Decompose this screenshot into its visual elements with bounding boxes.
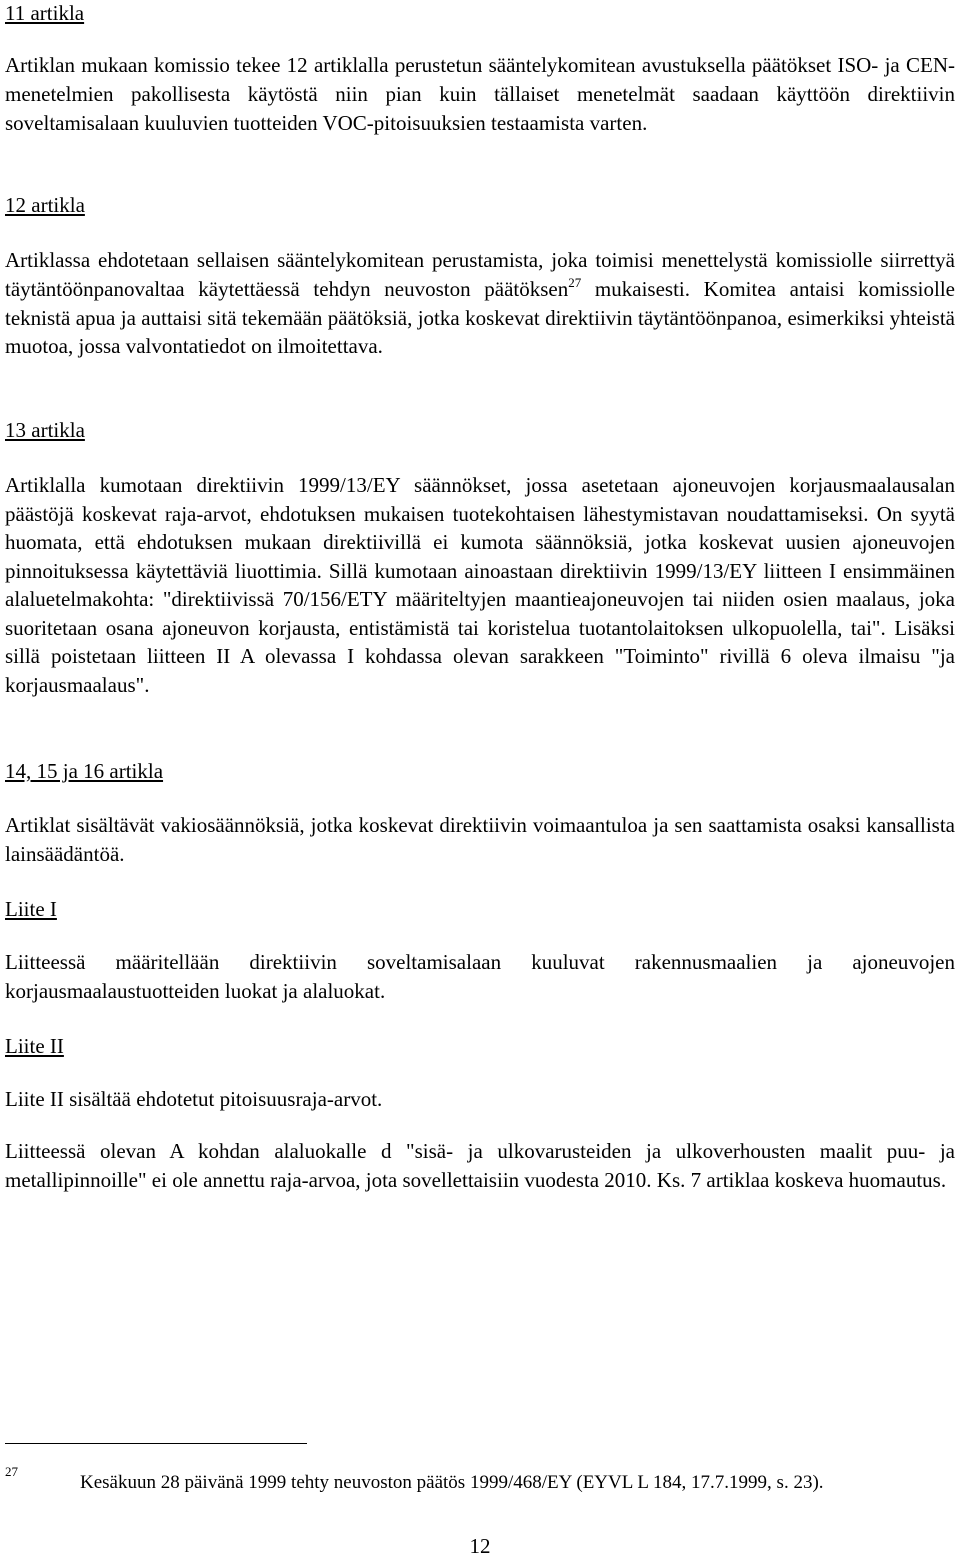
footnote-text: Kesäkuun 28 päivänä 1999 tehty neuvoston päätös 1999/468/EY (EYVL L 184, 17.7.1999, s. 23). — [80, 1472, 824, 1493]
footnote-reference: 27 — [568, 274, 582, 290]
paragraph-article-13: Artiklalla kumotaan direktiivin 1999/13/EY säännökset, jossa asetetaan ajoneuvojen korjausmaalausalan päästöjä koskevat raja-arvot, ehdotuksen mukaisen tuotekohtaisen lähestymistavan noudattamiseksi. On syytä huomata, että ehdotuksen mukaan direktiivillä ei kumota säännöksiä, jotka koskevat uusien ajoneuvojen pinnoituksessa käytettäviä liuottimia. Sillä kumotaan ainoastaan direktiivin 1999/13/EY liitteen I ensimmäinen alaluetelmakohta: "direktiivissä 70/156/ETY määriteltyjen maantieajoneuvojen tai niiden osien maalaus, joka suoritetaan osana ajoneuvon korjausta, entistämistä tai koristelua tuotantolaitoksen ulkopuolella, tai". Lisäksi sillä poistetaan liitteen II A olevassa I kohdassa olevan sarakkeen "Toiminto" rivillä 6 oleva ilmaisu "ja korjausmaalaus". — [5, 473, 955, 697]
heading-article-11: 11 artikla — [5, 1, 85, 25]
paragraph-articles-14-16: Artiklat sisältävät vakiosäännöksiä, jotka koskevat direktiivin voimaantuloa ja sen saattamista osaksi kansallista lainsäädäntöä. — [5, 813, 955, 866]
paragraph-annex-2-note: Liitteessä olevan A kohdan alaluokalle d "sisä- ja ulkovarusteiden ja ulkoverhousten maalit puu- ja metallipinnoille" ei ole annettu raja-arvoa, jota sovellettaisiin vuodesta 2010. Ks. 7 artiklaa koskeva huomautus. — [5, 1139, 955, 1192]
paragraph-article-12-start: Artiklassa ehdotetaan sellaisen sääntelykomitean perustamista, joka toimisi menettelystä komissiolle siirrettyä täytäntöönpanovaltaa käytettäessä tehdyn neuvoston päätöksen — [5, 248, 955, 301]
paragraph-article-12-end: mukaisesti. Komitea antaisi komissiolle teknistä apua ja auttaisi sitä tekemään päätöksiä, jotka koskevat direktiivin täytäntöönpanoa, esimerkiksi yhteistä muotoa, jossa valvontatiedot on ilmoitettava. — [5, 276, 955, 359]
paragraph-article-11: Artiklan mukaan komissio tekee 12 artiklalla perustetun sääntelykomitean avustuksella päätökset ISO- ja CEN-menetelmien pakollisesta käytöstä niin pian kuin tällaiset menetelmät saadaan käyttöön direktiivin soveltamisalaan kuuluvien tuotteiden VOC-pitoisuuksien testaamista varten. — [5, 53, 955, 135]
heading-annex-2: Liite II — [5, 1034, 64, 1058]
heading-annex-1: Liite I — [5, 897, 57, 921]
heading-article-12: 12 artikla — [5, 193, 85, 217]
paragraph-annex-2-limits: Liite II sisältää ehdotetut pitoisuusraja-arvot. — [5, 1087, 383, 1111]
paragraph-annex-1: Liitteessä määritellään direktiivin soveltamisalaan kuuluvat rakennusmaalien ja ajoneuvojen korjausmaalaustuotteiden luokat ja alaluokat. — [5, 950, 955, 1003]
paragraph-article-12 — [5, 246, 955, 361]
footnote-number: 27 — [5, 1464, 18, 1479]
footnote-separator — [5, 1443, 307, 1444]
page-number: 12 — [469, 1534, 491, 1558]
heading-articles-14-16: 14, 15 ja 16 artikla — [5, 759, 164, 783]
heading-article-13: 13 artikla — [5, 418, 85, 442]
